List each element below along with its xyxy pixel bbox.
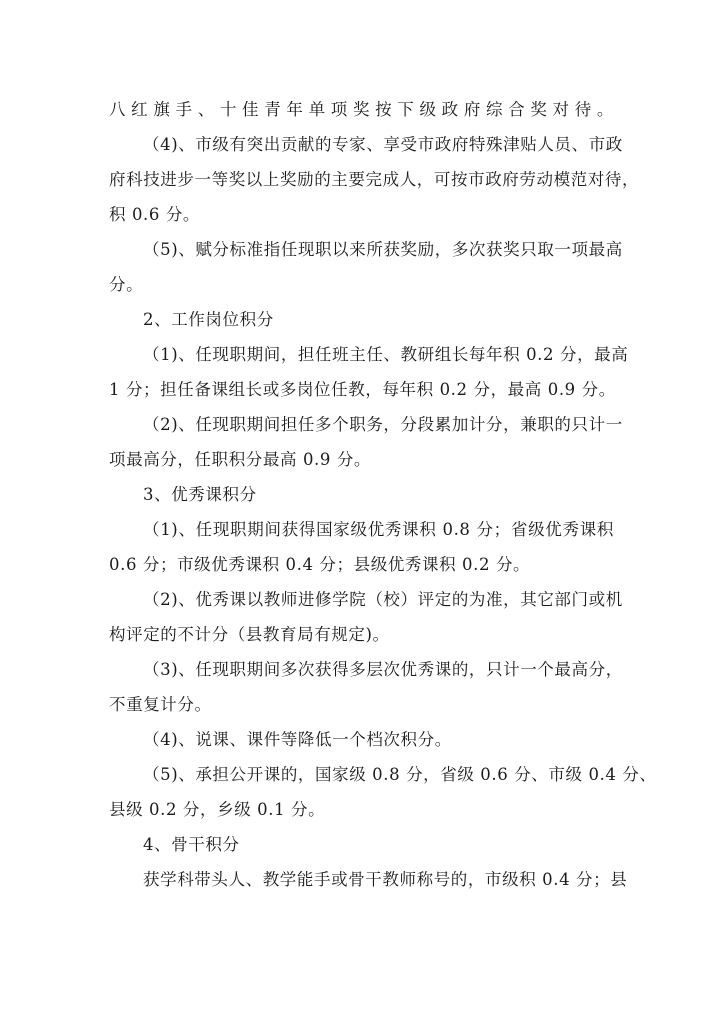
paragraph-line: （1)、任现职期间获得国家级优秀课积 0.8 分；省级优秀课积 (143, 520, 614, 539)
paragraph-line: （4)、说课、课件等降低一个档次积分。 (143, 730, 452, 749)
paragraph-line: 府科技进步一等奖以上奖励的主要完成人，可按市政府劳动模范对待， (109, 170, 640, 189)
paragraph-line: 项最高分，任职积分最高 0.9 分。 (109, 450, 372, 469)
paragraph-line: （2)、任现职期间担任多个职务，分段累加计分，兼职的只计一 (143, 415, 623, 434)
paragraph-line: 县级 0.2 分，乡级 0.1 分。 (109, 800, 326, 819)
paragraph-line: 构评定的不计分（县教育局有规定)。 (109, 625, 390, 644)
paragraph-line: （4)、市级有突出贡献的专家、享受市政府特殊津贴人员、市政 (143, 135, 623, 154)
paragraph-line: （2)、优秀课以教师进修学院（校）评定的为准，其它部门或机 (143, 590, 623, 609)
paragraph-line: （5)、承担公开课的，国家级 0.8 分，省级 0.6 分、市级 0.4 分、 (143, 765, 657, 784)
paragraph-line: 0.6 分；市级优秀课积 0.4 分；县级优秀课积 0.2 分。 (109, 555, 531, 574)
paragraph-line: （3)、任现职期间多次获得多层次优秀课的，只计一个最高分， (143, 660, 623, 679)
section-heading: 2、工作岗位积分 (143, 310, 274, 329)
paragraph-line: （1)、任现职期间，担任班主任、教研组长每年积 0.2 分，最高 (143, 345, 629, 364)
section-heading: 4、骨干积分 (143, 835, 240, 854)
paragraph-line: 不重复计分。 (109, 695, 212, 714)
paragraph-line: 八红旗手、十佳青年单项奖按下级政府综合奖对待。 (109, 100, 614, 119)
paragraph-line: 积 0.6 分。 (109, 205, 201, 224)
paragraph-line: 分。 (109, 275, 144, 294)
paragraph-line: 获学科带头人、教学能手或骨干教师称号的，市级积 0.4 分；县 (143, 870, 628, 889)
paragraph-line: （5)、赋分标准指任现职以来所获奖励，多次获奖只取一项最高 (143, 240, 623, 259)
paragraph-line: 1 分；担任备课组长或多岗位任教，每年积 0.2 分，最高 0.9 分。 (109, 380, 616, 399)
section-heading: 3、优秀课积分 (143, 485, 257, 504)
